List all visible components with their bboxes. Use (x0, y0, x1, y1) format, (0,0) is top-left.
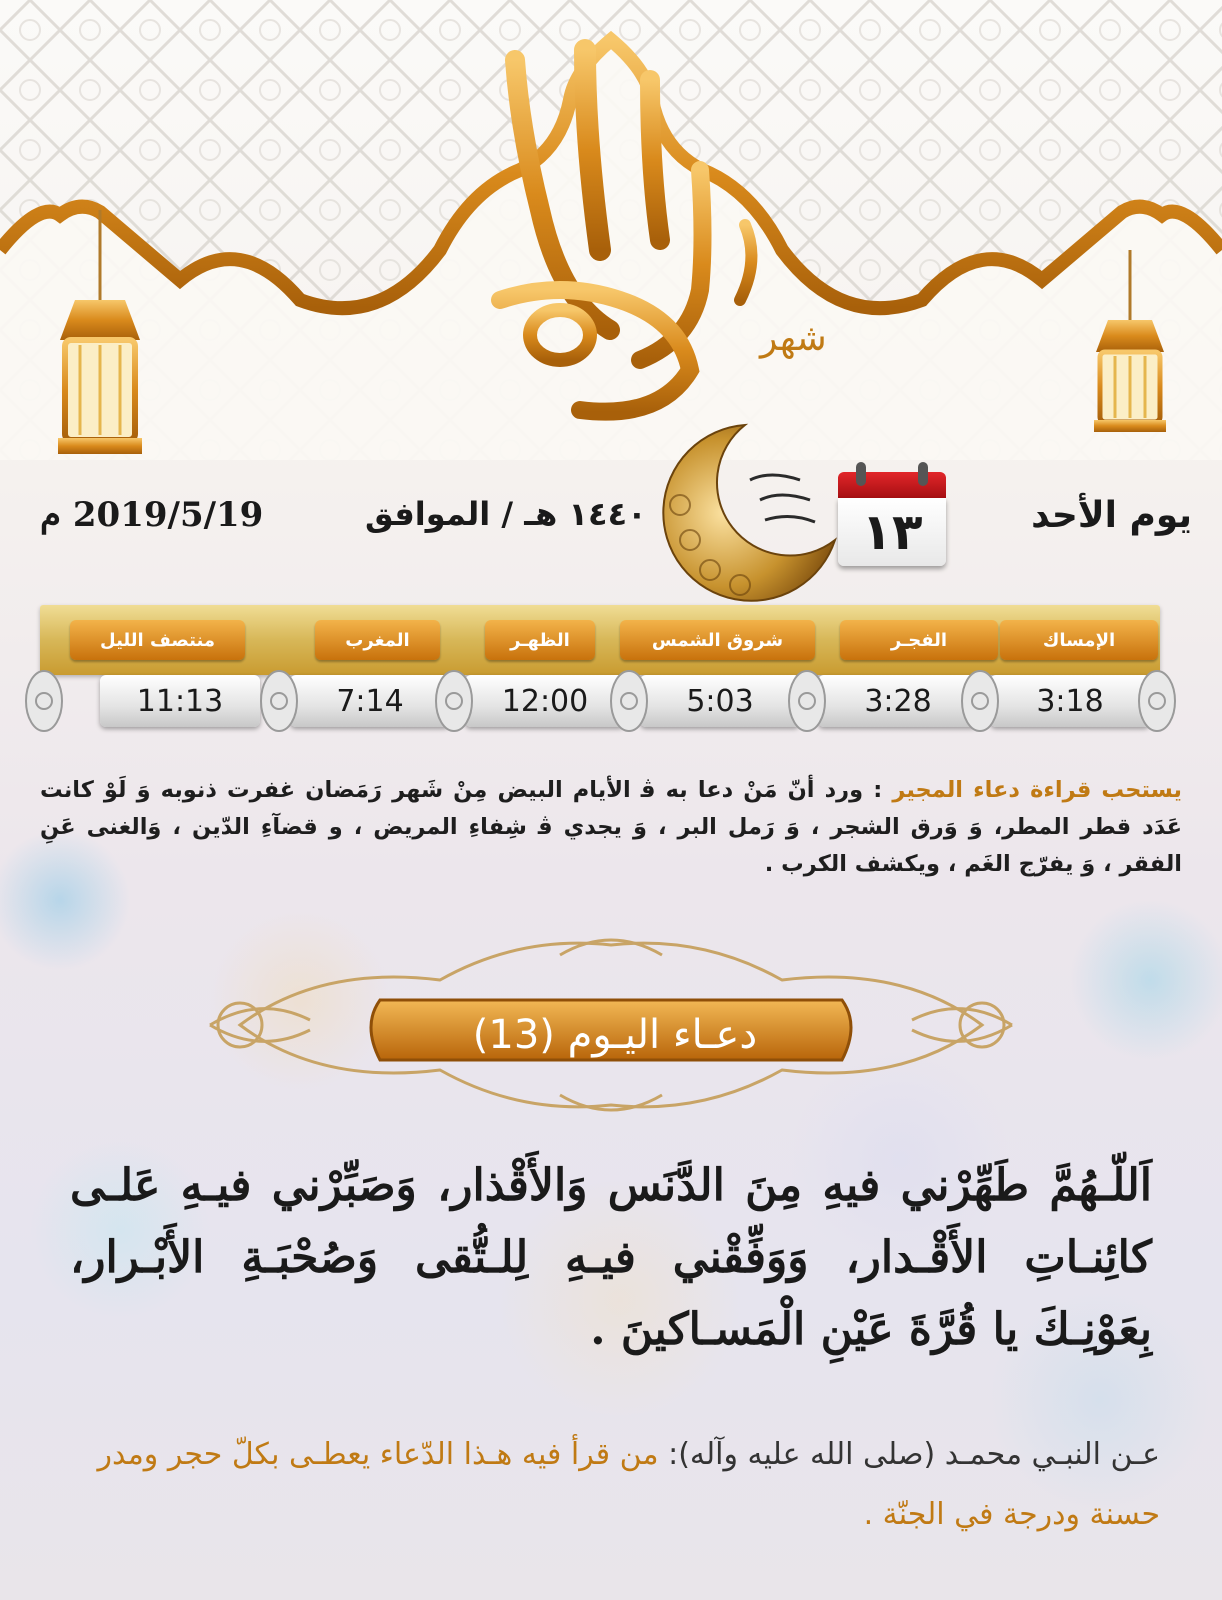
ornament-icon (1135, 667, 1179, 735)
prayer-time-midnight: 11:13 (100, 675, 260, 727)
calendar-icon (838, 462, 946, 570)
ornament-icon (785, 667, 829, 735)
hijri-date: ١٤٤٠ هـ / الموافق (365, 495, 647, 533)
recommendation-body: : ورد أنّ مَنْ دعا به ﭬ الأيام البيض مِنْ شَهر رَمَضان غفرت ذنوبه وَ لَوْ كانت عَدَد قطر المطر، وَ وَرق الشجر ، وَ رَمل البر ، وَ يجدي ﭬ شِفاءِ المريض ، و قضآءِ الدّين ، وَالغنى عَنِ الفقر ، وَ يفرّج الغَم ، ويكشف الكرب . (40, 777, 1182, 877)
prayer-label-fajr: الفجـر (840, 620, 998, 660)
hadith-note (60, 1425, 1160, 1545)
prayer-label-maghrib: المغرب (315, 620, 440, 660)
ramadan-header-art (0, 0, 1222, 460)
crescent-moon-icon (650, 420, 840, 605)
recommendation-text (40, 772, 1182, 883)
gregorian-date: 2019/5/19 م (40, 495, 264, 535)
ornament-icon (432, 667, 476, 735)
prayer-time-fajr: 3:28 (818, 675, 978, 727)
dua-title: دعـاء اليـوم (13) (472, 1012, 758, 1058)
prayer-label-midnight: منتصف الليل (70, 620, 245, 660)
prayer-label-sunrise: شروق الشمس (620, 620, 815, 660)
ornament-icon (22, 667, 66, 735)
recommendation-highlight: يستحب قراءة دعاء المجير (892, 777, 1182, 803)
day-number: ١٣ (838, 498, 946, 566)
prayer-time-maghrib: 7:14 (290, 675, 450, 727)
hadith-prefix: عـن النبـي محمـد (صلى الله عليه وآله): (668, 1437, 1160, 1472)
ornament-icon (607, 667, 651, 735)
ornament-icon (257, 667, 301, 735)
hadith-text: من قرأ فيه هـذا الدّعاء يعطـى بكلّ حجر ومدر حسنة ودرجة في الجنّة . (97, 1437, 1160, 1532)
shahr-label: شهر (760, 318, 827, 359)
ornament-icon (958, 667, 1002, 735)
prayer-label-imsak: الإمساك (1000, 620, 1158, 660)
day-label: يوم الأحد (1031, 495, 1192, 536)
prayer-time-dhuhr: 12:00 (465, 675, 625, 727)
prayer-time-sunrise: 5:03 (640, 675, 800, 727)
prayer-label-dhuhr: الظهـر (485, 620, 595, 660)
dua-text: اَللّـهُمَّ طَهِّرْني فيهِ مِنَ الدَّنَس وَالأَقْذار، وَصَبِّرْني فيـهِ عَلـى كائِنـاتِ الأَقْـدار، وَوَفِّقْني فيـهِ لِلـتُّقى وَصُحْبَـةِ الأَبْـرار، بِعَوْنِـكَ يا قُرَّةَ عَيْنِ الْمَسـاكينَ . (70, 1160, 1152, 1355)
prayer-time-imsak: 3:18 (990, 675, 1150, 727)
